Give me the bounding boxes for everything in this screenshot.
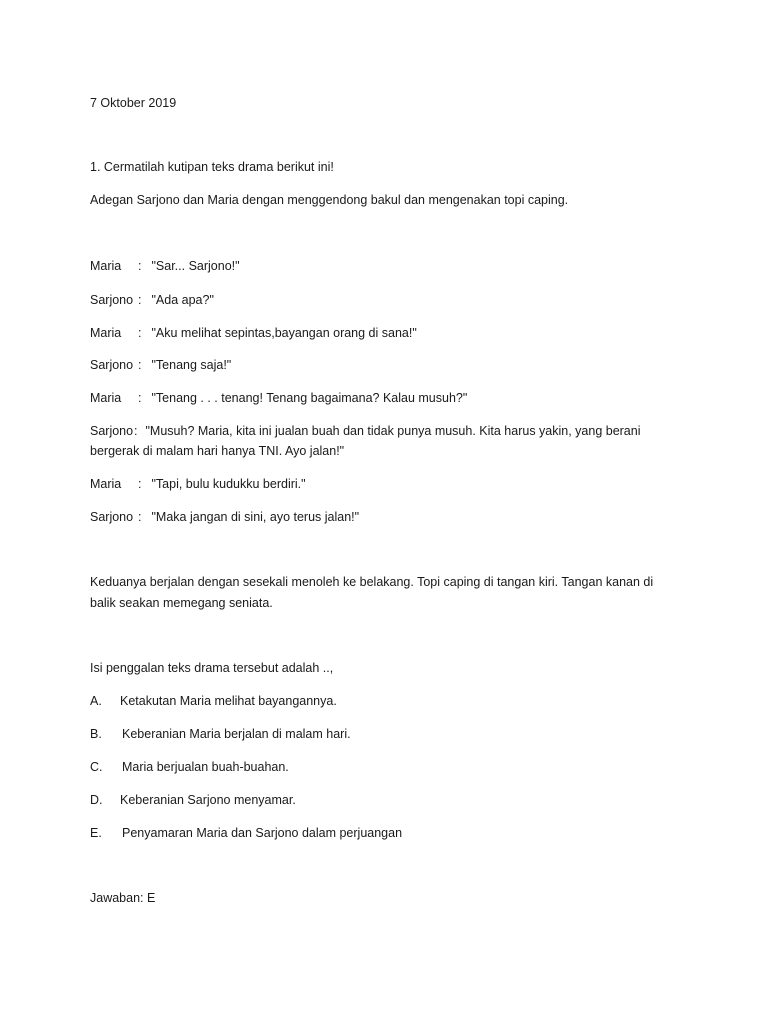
option-b: [90, 724, 351, 744]
narration-line: balik seakan memegang seniata.: [90, 596, 273, 610]
dialogue-line: [90, 323, 417, 343]
dialogue-colon: :: [138, 391, 142, 405]
option-letter: C.: [90, 760, 103, 774]
dialogue-colon: :: [138, 293, 142, 307]
option-text: Keberanian Maria berjalan di malam hari.: [122, 727, 351, 741]
option-letter: E.: [90, 826, 102, 840]
answer-text: Jawaban: E: [90, 891, 156, 905]
dialogue-text: "Tapi, bulu kudukku berdiri.": [151, 477, 306, 491]
narration-line: Keduanya berjalan dengan sesekali menoleh ke belakang. Topi caping di tangan kiri. Tangan kanan di: [90, 575, 654, 589]
question-text: 1. Cermatilah kutipan teks drama berikut ini!: [90, 160, 334, 174]
dialogue-text: "Tenang saja!": [151, 358, 232, 372]
option-text: Keberanian Sarjono menyamar.: [120, 793, 296, 807]
dialogue-line: [90, 421, 641, 441]
dialogue-line: [90, 290, 214, 310]
dialogue-line: [90, 256, 240, 276]
speaker-name: Sarjono: [90, 424, 134, 438]
dialogue-text: "Musuh? Maria, kita ini jualan buah dan tidak punya musuh. Kita harus yakin, yang berani: [145, 424, 641, 438]
dialogue-continuation: bergerak di malam hari hanya TNI. Ayo jalan!": [90, 444, 345, 458]
option-text: Maria berjualan buah-buahan.: [122, 760, 289, 774]
dialogue-line: [90, 388, 467, 408]
speaker-name: Sarjono: [90, 358, 134, 372]
option-d: [90, 790, 296, 810]
speaker-name: Maria: [90, 259, 122, 273]
scene-intro-text: Adegan Sarjono dan Maria dengan menggendong bakul dan mengenakan topi caping.: [90, 193, 569, 207]
dialogue-colon: :: [138, 259, 142, 273]
dialogue-text: "Maka jangan di sini, ayo terus jalan!": [151, 510, 360, 524]
dialogue-text: "Aku melihat sepintas,bayangan orang di sana!": [151, 326, 417, 340]
option-text: Penyamaran Maria dan Sarjono dalam perjuangan: [122, 826, 403, 840]
dialogue-colon: :: [134, 424, 138, 438]
option-text: Ketakutan Maria melihat bayangannya.: [120, 694, 337, 708]
dialogue-colon: :: [138, 477, 142, 491]
option-e: [90, 823, 402, 843]
speaker-name: Sarjono: [90, 510, 134, 524]
speaker-name: Sarjono: [90, 293, 134, 307]
option-letter: D.: [90, 793, 103, 807]
date-text: 7 Oktober 2019: [90, 96, 177, 110]
dialogue-colon: :: [138, 510, 142, 524]
speaker-name: Maria: [90, 391, 122, 405]
option-a: [90, 691, 337, 711]
option-letter: B.: [90, 727, 102, 741]
dialogue-line: [90, 507, 359, 527]
dialogue-text: "Sar... Sarjono!": [151, 259, 240, 273]
speaker-name: Maria: [90, 477, 122, 491]
dialogue-text: "Ada apa?": [151, 293, 214, 307]
option-letter: A.: [90, 694, 102, 708]
dialogue-colon: :: [138, 358, 142, 372]
dialogue-line: [90, 474, 306, 494]
dialogue-colon: :: [138, 326, 142, 340]
prompt-text: Isi penggalan teks drama tersebut adalah ..,: [90, 661, 334, 675]
option-c: [90, 757, 289, 777]
speaker-name: Maria: [90, 326, 122, 340]
dialogue-text: "Tenang . . . tenang! Tenang bagaimana? Kalau musuh?": [151, 391, 468, 405]
dialogue-line: [90, 355, 231, 375]
